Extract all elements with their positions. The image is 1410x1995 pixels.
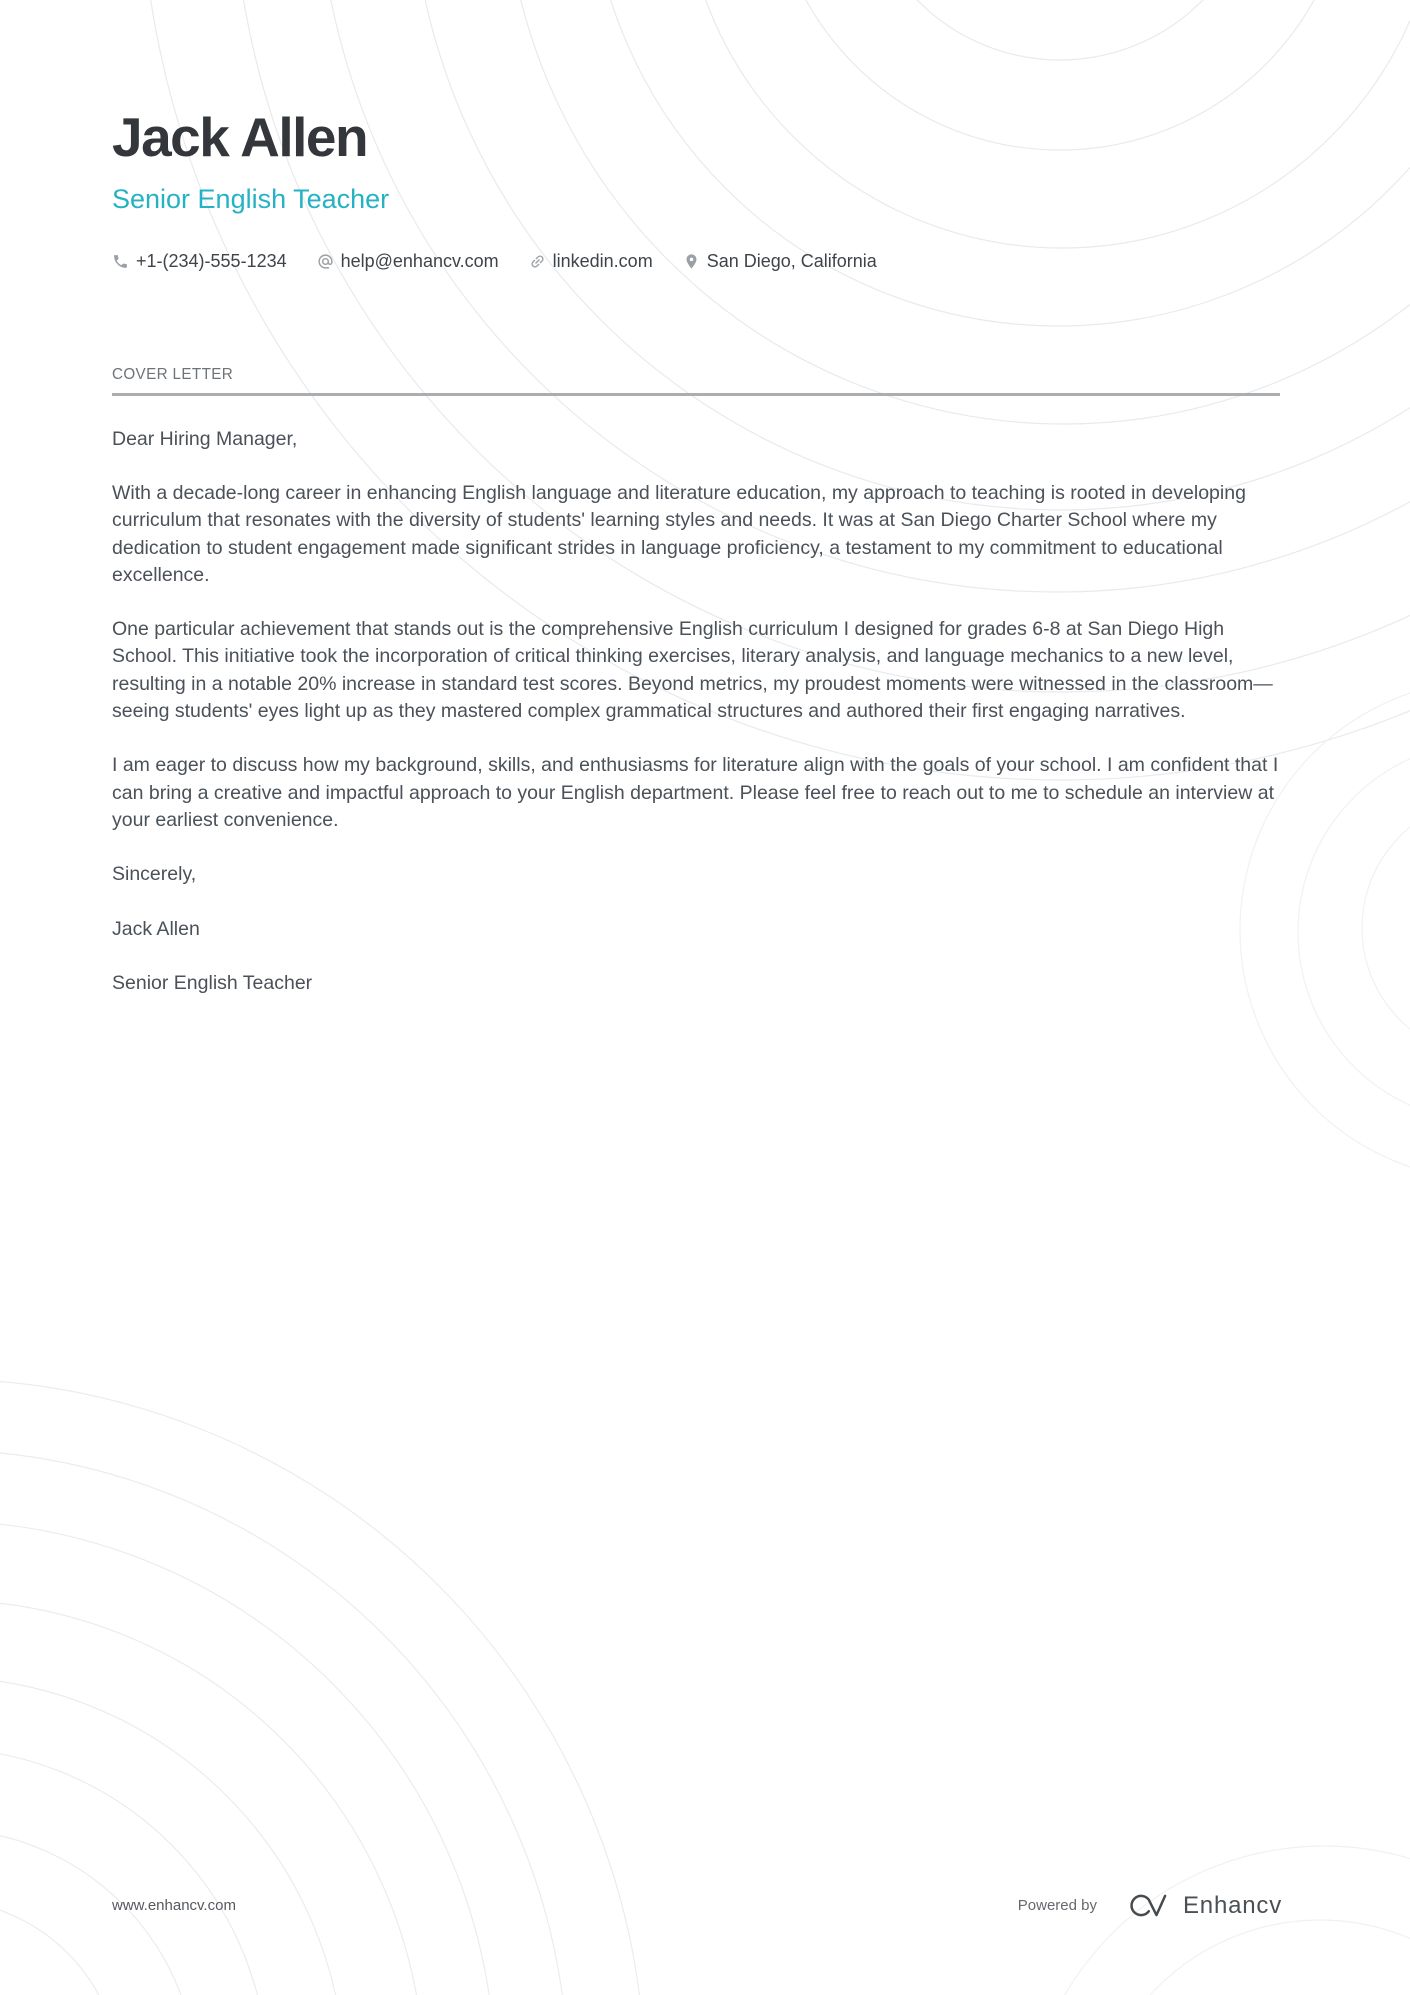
contact-location-label: San Diego, California [706, 250, 877, 271]
contact-phone-label: +1-(234)-555-1234 [136, 250, 287, 271]
contact-email-label: help@enhancv.com [340, 250, 499, 271]
contact-linkedin[interactable] [529, 251, 653, 272]
link-icon [529, 253, 546, 270]
letter-paragraph: I am eager to discuss how my background, skills, and enthusiasms for literature align with the goals of your school. I am confident that I can bring a creative and impactful approach to your English department. Please feel free to reach out to me to schedule an interview at your earliest convenience. [112, 754, 1279, 831]
signature-name: Jack Allen [112, 917, 200, 940]
location-icon [683, 253, 700, 270]
contact-email[interactable] [317, 251, 499, 272]
cover-letter-body [112, 426, 1280, 997]
enhancv-brand-name: Enhancv [1183, 1891, 1282, 1919]
powered-by-enhancv[interactable] [1018, 1890, 1282, 1921]
page-footer [112, 1890, 1282, 1921]
section-divider [112, 393, 1280, 396]
salutation: Dear Hiring Manager, [112, 427, 298, 450]
enhancv-logo-icon [1121, 1890, 1167, 1921]
contact-location [683, 251, 877, 272]
letter-paragraph: One particular achievement that stands out is the comprehensive English curriculum I designed for grades 6-8 at San Diego High School. This initiative took the incorporation of critical thinking exercises, literary analysis, and language mechanics to a new level, resulting in a notable 20% increase in standard test scores. Beyond metrics, my proudest moments were witnessed in the classroom—seeing students' eyes light up as they mastered complex grammatical structures and authored their first engaging narratives. [112, 618, 1273, 723]
contact-linkedin-label: linkedin.com [552, 250, 653, 271]
phone-icon [112, 253, 129, 270]
closing: Sincerely, [112, 863, 197, 886]
job-title: Senior English Teacher [112, 184, 390, 214]
contact-phone[interactable] [112, 251, 287, 272]
document-content [0, 0, 1410, 997]
at-icon [317, 253, 334, 270]
footer-website-link[interactable]: www.enhancv.com [112, 1897, 236, 1914]
letter-paragraph: With a decade-long career in enhancing English language and literature education, my approach to teaching is rooted in developing curriculum that resonates with the diversity of students' learning styles and needs. It was at San Diego Charter School where my dedication to student engagement made significant strides in language proficiency, a testament to my commitment to educational excellence. [112, 481, 1246, 586]
section-heading: COVER LETTER [112, 365, 234, 383]
contact-row [112, 251, 1280, 272]
powered-by-label: Powered by [1017, 1897, 1097, 1914]
person-name: Jack Allen [112, 106, 368, 168]
signature-title: Senior English Teacher [112, 971, 313, 994]
